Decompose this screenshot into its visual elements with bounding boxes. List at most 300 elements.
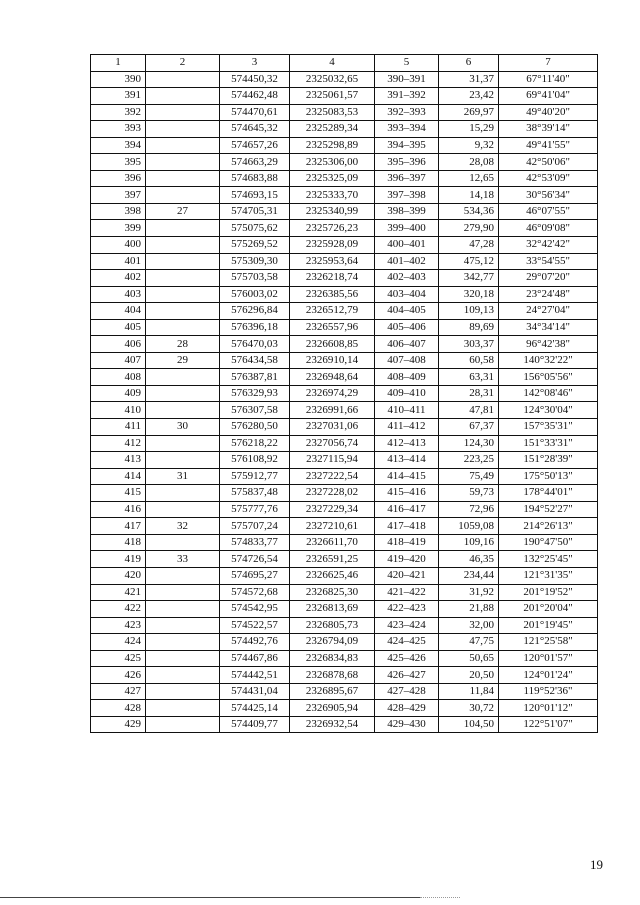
cell-coordinate-x: 574726,54 bbox=[220, 551, 290, 568]
cell-coordinate-y: 2326991,66 bbox=[290, 402, 375, 419]
cell-segment: 408–409 bbox=[375, 369, 439, 386]
table-row bbox=[91, 187, 598, 204]
cell-coordinate-y: 2326948,64 bbox=[290, 369, 375, 386]
cell-point-number: 398 bbox=[91, 203, 146, 220]
cell-reference-number: 29 bbox=[146, 352, 220, 369]
cell-coordinate-x: 574467,86 bbox=[220, 650, 290, 667]
cell-length: 124,30 bbox=[439, 435, 499, 452]
cell-coordinate-x: 574462,48 bbox=[220, 88, 290, 105]
table-row bbox=[91, 170, 598, 187]
cell-coordinate-x: 576470,03 bbox=[220, 336, 290, 353]
cell-bearing: 24°27'04" bbox=[499, 303, 598, 320]
cell-reference-number bbox=[146, 104, 220, 121]
cell-bearing: 67°11'40" bbox=[499, 71, 598, 88]
cell-coordinate-y: 2326813,69 bbox=[290, 601, 375, 618]
cell-length: 1059,08 bbox=[439, 518, 499, 535]
cell-reference-number bbox=[146, 385, 220, 402]
cell-length: 31,37 bbox=[439, 71, 499, 88]
table-row bbox=[91, 71, 598, 88]
cell-reference-number bbox=[146, 220, 220, 237]
cell-coordinate-y: 2325306,00 bbox=[290, 154, 375, 171]
cell-point-number: 421 bbox=[91, 584, 146, 601]
cell-bearing: 121°31'35" bbox=[499, 567, 598, 584]
cell-reference-number bbox=[146, 154, 220, 171]
cell-bearing: 151°33'31" bbox=[499, 435, 598, 452]
cell-point-number: 416 bbox=[91, 501, 146, 518]
cell-point-number: 391 bbox=[91, 88, 146, 105]
cell-coordinate-y: 2326805,73 bbox=[290, 617, 375, 634]
cell-coordinate-x: 576434,58 bbox=[220, 352, 290, 369]
cell-bearing: 32°42'42" bbox=[499, 237, 598, 254]
cell-coordinate-x: 574470,61 bbox=[220, 104, 290, 121]
cell-point-number: 426 bbox=[91, 667, 146, 684]
table-row bbox=[91, 88, 598, 105]
cell-coordinate-x: 574657,26 bbox=[220, 137, 290, 154]
cell-coordinate-y: 2326834,83 bbox=[290, 650, 375, 667]
cell-segment: 406–407 bbox=[375, 336, 439, 353]
cell-length: 50,65 bbox=[439, 650, 499, 667]
table-row bbox=[91, 700, 598, 717]
cell-coordinate-x: 575777,76 bbox=[220, 501, 290, 518]
cell-coordinate-y: 2325083,53 bbox=[290, 104, 375, 121]
cell-bearing: 201°19'45" bbox=[499, 617, 598, 634]
column-header-1: 1 bbox=[91, 55, 146, 72]
cell-segment: 407–408 bbox=[375, 352, 439, 369]
table-row bbox=[91, 501, 598, 518]
cell-reference-number bbox=[146, 683, 220, 700]
cell-reference-number bbox=[146, 187, 220, 204]
table-row bbox=[91, 352, 598, 369]
table-row bbox=[91, 601, 598, 618]
cell-reference-number: 28 bbox=[146, 336, 220, 353]
cell-bearing: 33°54'55" bbox=[499, 253, 598, 270]
cell-length: 223,25 bbox=[439, 452, 499, 469]
cell-length: 46,35 bbox=[439, 551, 499, 568]
cell-bearing: 124°30'04" bbox=[499, 402, 598, 419]
cell-coordinate-y: 2326591,25 bbox=[290, 551, 375, 568]
cell-bearing: 132°25'45" bbox=[499, 551, 598, 568]
cell-bearing: 201°20'04" bbox=[499, 601, 598, 618]
cell-coordinate-y: 2327228,02 bbox=[290, 485, 375, 502]
coordinates-table bbox=[90, 54, 598, 733]
cell-coordinate-x: 574572,68 bbox=[220, 584, 290, 601]
cell-point-number: 397 bbox=[91, 187, 146, 204]
cell-coordinate-x: 576296,84 bbox=[220, 303, 290, 320]
table-row bbox=[91, 534, 598, 551]
cell-coordinate-x: 574409,77 bbox=[220, 716, 290, 733]
cell-bearing: 46°07'55" bbox=[499, 203, 598, 220]
table-row bbox=[91, 683, 598, 700]
cell-bearing: 120°01'12" bbox=[499, 700, 598, 717]
table-header bbox=[91, 55, 598, 72]
cell-reference-number bbox=[146, 319, 220, 336]
cell-segment: 403–404 bbox=[375, 286, 439, 303]
cell-coordinate-x: 574693,15 bbox=[220, 187, 290, 204]
cell-coordinate-y: 2325928,09 bbox=[290, 237, 375, 254]
cell-coordinate-y: 2326905,94 bbox=[290, 700, 375, 717]
cell-length: 31,92 bbox=[439, 584, 499, 601]
cell-point-number: 418 bbox=[91, 534, 146, 551]
cell-coordinate-x: 575707,24 bbox=[220, 518, 290, 535]
cell-bearing: 120°01'57" bbox=[499, 650, 598, 667]
cell-coordinate-x: 576307,58 bbox=[220, 402, 290, 419]
cell-segment: 418–419 bbox=[375, 534, 439, 551]
table-row bbox=[91, 485, 598, 502]
cell-bearing: 46°09'08" bbox=[499, 220, 598, 237]
cell-segment: 421–422 bbox=[375, 584, 439, 601]
table-row bbox=[91, 419, 598, 436]
cell-length: 47,81 bbox=[439, 402, 499, 419]
cell-segment: 394–395 bbox=[375, 137, 439, 154]
cell-point-number: 423 bbox=[91, 617, 146, 634]
cell-reference-number bbox=[146, 435, 220, 452]
cell-segment: 391–392 bbox=[375, 88, 439, 105]
cell-bearing: 124°01'24" bbox=[499, 667, 598, 684]
cell-point-number: 427 bbox=[91, 683, 146, 700]
cell-length: 11,84 bbox=[439, 683, 499, 700]
cell-reference-number: 27 bbox=[146, 203, 220, 220]
cell-coordinate-x: 574695,27 bbox=[220, 567, 290, 584]
header-row bbox=[91, 55, 598, 72]
cell-segment: 419–420 bbox=[375, 551, 439, 568]
cell-length: 32,00 bbox=[439, 617, 499, 634]
table-row bbox=[91, 518, 598, 535]
cell-coordinate-y: 2326611,70 bbox=[290, 534, 375, 551]
table-row bbox=[91, 137, 598, 154]
table-row bbox=[91, 716, 598, 733]
cell-point-number: 407 bbox=[91, 352, 146, 369]
column-header-4: 4 bbox=[290, 55, 375, 72]
cell-reference-number bbox=[146, 88, 220, 105]
table-row bbox=[91, 567, 598, 584]
cell-length: 47,75 bbox=[439, 634, 499, 651]
cell-length: 59,73 bbox=[439, 485, 499, 502]
cell-reference-number bbox=[146, 584, 220, 601]
footer-rule-dotted bbox=[420, 897, 460, 898]
cell-point-number: 402 bbox=[91, 270, 146, 287]
cell-coordinate-y: 2326825,30 bbox=[290, 584, 375, 601]
cell-reference-number: 32 bbox=[146, 518, 220, 535]
cell-bearing: 194°52'27" bbox=[499, 501, 598, 518]
cell-reference-number bbox=[146, 253, 220, 270]
cell-coordinate-x: 576003,02 bbox=[220, 286, 290, 303]
cell-length: 21,88 bbox=[439, 601, 499, 618]
cell-point-number: 404 bbox=[91, 303, 146, 320]
cell-coordinate-x: 574705,31 bbox=[220, 203, 290, 220]
cell-bearing: 49°40'20" bbox=[499, 104, 598, 121]
cell-length: 67,37 bbox=[439, 419, 499, 436]
cell-coordinate-y: 2327056,74 bbox=[290, 435, 375, 452]
cell-reference-number bbox=[146, 617, 220, 634]
cell-reference-number bbox=[146, 650, 220, 667]
table-row bbox=[91, 336, 598, 353]
cell-segment: 405–406 bbox=[375, 319, 439, 336]
cell-length: 320,18 bbox=[439, 286, 499, 303]
cell-reference-number bbox=[146, 369, 220, 386]
cell-coordinate-y: 2325289,34 bbox=[290, 121, 375, 138]
table-row bbox=[91, 452, 598, 469]
cell-point-number: 395 bbox=[91, 154, 146, 171]
cell-point-number: 399 bbox=[91, 220, 146, 237]
cell-bearing: 29°07'20" bbox=[499, 270, 598, 287]
cell-length: 60,58 bbox=[439, 352, 499, 369]
cell-coordinate-x: 574542,95 bbox=[220, 601, 290, 618]
cell-coordinate-y: 2326895,67 bbox=[290, 683, 375, 700]
table-row bbox=[91, 435, 598, 452]
cell-segment: 429–430 bbox=[375, 716, 439, 733]
table-row bbox=[91, 369, 598, 386]
cell-point-number: 410 bbox=[91, 402, 146, 419]
table-body bbox=[91, 71, 598, 733]
cell-segment: 425–426 bbox=[375, 650, 439, 667]
cell-segment: 420–421 bbox=[375, 567, 439, 584]
table-row bbox=[91, 253, 598, 270]
cell-point-number: 425 bbox=[91, 650, 146, 667]
cell-bearing: 121°25'58" bbox=[499, 634, 598, 651]
cell-length: 475,12 bbox=[439, 253, 499, 270]
footer-rule bbox=[0, 897, 420, 898]
cell-coordinate-y: 2326218,74 bbox=[290, 270, 375, 287]
table-row bbox=[91, 584, 598, 601]
cell-coordinate-y: 2327229,34 bbox=[290, 501, 375, 518]
cell-point-number: 422 bbox=[91, 601, 146, 618]
cell-length: 303,37 bbox=[439, 336, 499, 353]
page-number: 19 bbox=[590, 857, 603, 872]
cell-coordinate-y: 2325953,64 bbox=[290, 253, 375, 270]
cell-segment: 426–427 bbox=[375, 667, 439, 684]
column-header-2: 2 bbox=[146, 55, 220, 72]
cell-coordinate-x: 574663,29 bbox=[220, 154, 290, 171]
cell-point-number: 393 bbox=[91, 121, 146, 138]
cell-coordinate-x: 574492,76 bbox=[220, 634, 290, 651]
cell-coordinate-x: 576329,93 bbox=[220, 385, 290, 402]
cell-coordinate-x: 576218,22 bbox=[220, 435, 290, 452]
cell-length: 234,44 bbox=[439, 567, 499, 584]
cell-point-number: 413 bbox=[91, 452, 146, 469]
cell-coordinate-y: 2327115,94 bbox=[290, 452, 375, 469]
cell-coordinate-y: 2326910,14 bbox=[290, 352, 375, 369]
cell-bearing: 190°47'50" bbox=[499, 534, 598, 551]
cell-segment: 415–416 bbox=[375, 485, 439, 502]
cell-segment: 390–391 bbox=[375, 71, 439, 88]
cell-reference-number: 33 bbox=[146, 551, 220, 568]
cell-reference-number bbox=[146, 71, 220, 88]
cell-coordinate-y: 2325325,09 bbox=[290, 170, 375, 187]
cell-length: 30,72 bbox=[439, 700, 499, 717]
cell-coordinate-x: 576387,81 bbox=[220, 369, 290, 386]
cell-segment: 400–401 bbox=[375, 237, 439, 254]
cell-segment: 414–415 bbox=[375, 468, 439, 485]
cell-bearing: 178°44'01" bbox=[499, 485, 598, 502]
cell-coordinate-x: 576396,18 bbox=[220, 319, 290, 336]
cell-segment: 427–428 bbox=[375, 683, 439, 700]
cell-point-number: 392 bbox=[91, 104, 146, 121]
cell-point-number: 414 bbox=[91, 468, 146, 485]
cell-length: 28,08 bbox=[439, 154, 499, 171]
cell-point-number: 400 bbox=[91, 237, 146, 254]
cell-point-number: 401 bbox=[91, 253, 146, 270]
cell-segment: 422–423 bbox=[375, 601, 439, 618]
cell-coordinate-x: 574645,32 bbox=[220, 121, 290, 138]
cell-bearing: 96°42'38" bbox=[499, 336, 598, 353]
cell-coordinate-y: 2325061,57 bbox=[290, 88, 375, 105]
cell-reference-number bbox=[146, 137, 220, 154]
cell-bearing: 42°53'09" bbox=[499, 170, 598, 187]
table-row bbox=[91, 286, 598, 303]
cell-coordinate-x: 575912,77 bbox=[220, 468, 290, 485]
cell-segment: 399–400 bbox=[375, 220, 439, 237]
cell-reference-number bbox=[146, 567, 220, 584]
table-row bbox=[91, 551, 598, 568]
cell-point-number: 409 bbox=[91, 385, 146, 402]
cell-coordinate-x: 574425,14 bbox=[220, 700, 290, 717]
cell-point-number: 417 bbox=[91, 518, 146, 535]
cell-point-number: 406 bbox=[91, 336, 146, 353]
table-row bbox=[91, 667, 598, 684]
cell-point-number: 408 bbox=[91, 369, 146, 386]
table-row bbox=[91, 402, 598, 419]
cell-coordinate-y: 2326608,85 bbox=[290, 336, 375, 353]
cell-reference-number bbox=[146, 303, 220, 320]
cell-reference-number bbox=[146, 402, 220, 419]
cell-point-number: 419 bbox=[91, 551, 146, 568]
table-row bbox=[91, 203, 598, 220]
cell-point-number: 390 bbox=[91, 71, 146, 88]
cell-length: 23,42 bbox=[439, 88, 499, 105]
cell-coordinate-x: 574683,88 bbox=[220, 170, 290, 187]
cell-coordinate-y: 2326512,79 bbox=[290, 303, 375, 320]
cell-bearing: 214°26'13" bbox=[499, 518, 598, 535]
cell-bearing: 140°32'22" bbox=[499, 352, 598, 369]
cell-coordinate-x: 575703,58 bbox=[220, 270, 290, 287]
table-row bbox=[91, 154, 598, 171]
table-row bbox=[91, 617, 598, 634]
cell-length: 9,32 bbox=[439, 137, 499, 154]
cell-bearing: 122°51'07" bbox=[499, 716, 598, 733]
cell-point-number: 403 bbox=[91, 286, 146, 303]
cell-bearing: 157°35'31" bbox=[499, 419, 598, 436]
cell-point-number: 405 bbox=[91, 319, 146, 336]
cell-coordinate-y: 2325333,70 bbox=[290, 187, 375, 204]
cell-length: 75,49 bbox=[439, 468, 499, 485]
cell-segment: 398–399 bbox=[375, 203, 439, 220]
column-header-5: 5 bbox=[375, 55, 439, 72]
cell-point-number: 394 bbox=[91, 137, 146, 154]
cell-coordinate-y: 2326878,68 bbox=[290, 667, 375, 684]
cell-coordinate-x: 574450,32 bbox=[220, 71, 290, 88]
cell-segment: 395–396 bbox=[375, 154, 439, 171]
table-row bbox=[91, 303, 598, 320]
cell-segment: 393–394 bbox=[375, 121, 439, 138]
cell-coordinate-x: 575269,52 bbox=[220, 237, 290, 254]
cell-coordinate-x: 574431,04 bbox=[220, 683, 290, 700]
cell-length: 109,13 bbox=[439, 303, 499, 320]
cell-reference-number bbox=[146, 286, 220, 303]
cell-point-number: 396 bbox=[91, 170, 146, 187]
cell-segment: 397–398 bbox=[375, 187, 439, 204]
cell-segment: 404–405 bbox=[375, 303, 439, 320]
cell-coordinate-y: 2326794,09 bbox=[290, 634, 375, 651]
cell-reference-number bbox=[146, 270, 220, 287]
cell-length: 63,31 bbox=[439, 369, 499, 386]
cell-segment: 428–429 bbox=[375, 700, 439, 717]
cell-coordinate-x: 576108,92 bbox=[220, 452, 290, 469]
cell-coordinate-y: 2325726,23 bbox=[290, 220, 375, 237]
cell-length: 104,50 bbox=[439, 716, 499, 733]
cell-coordinate-x: 574522,57 bbox=[220, 617, 290, 634]
cell-coordinate-x: 576280,50 bbox=[220, 419, 290, 436]
cell-coordinate-y: 2326932,54 bbox=[290, 716, 375, 733]
cell-bearing: 23°24'48" bbox=[499, 286, 598, 303]
table-row bbox=[91, 650, 598, 667]
cell-coordinate-y: 2327222,54 bbox=[290, 468, 375, 485]
cell-segment: 411–412 bbox=[375, 419, 439, 436]
table-row bbox=[91, 468, 598, 485]
cell-reference-number bbox=[146, 485, 220, 502]
cell-reference-number bbox=[146, 700, 220, 717]
cell-segment: 413–414 bbox=[375, 452, 439, 469]
cell-length: 269,97 bbox=[439, 104, 499, 121]
cell-reference-number bbox=[146, 452, 220, 469]
cell-segment: 401–402 bbox=[375, 253, 439, 270]
cell-bearing: 49°41'55" bbox=[499, 137, 598, 154]
cell-segment: 410–411 bbox=[375, 402, 439, 419]
table-row bbox=[91, 220, 598, 237]
cell-coordinate-x: 575075,62 bbox=[220, 220, 290, 237]
cell-segment: 424–425 bbox=[375, 634, 439, 651]
cell-length: 342,77 bbox=[439, 270, 499, 287]
cell-length: 14,18 bbox=[439, 187, 499, 204]
cell-coordinate-y: 2326385,56 bbox=[290, 286, 375, 303]
cell-bearing: 34°34'14" bbox=[499, 319, 598, 336]
cell-point-number: 428 bbox=[91, 700, 146, 717]
cell-segment: 417–418 bbox=[375, 518, 439, 535]
table-row bbox=[91, 270, 598, 287]
cell-bearing: 30°56'34" bbox=[499, 187, 598, 204]
cell-bearing: 201°19'52" bbox=[499, 584, 598, 601]
cell-segment: 416–417 bbox=[375, 501, 439, 518]
cell-length: 279,90 bbox=[439, 220, 499, 237]
cell-coordinate-x: 575309,30 bbox=[220, 253, 290, 270]
cell-coordinate-y: 2325340,99 bbox=[290, 203, 375, 220]
cell-bearing: 175°50'13" bbox=[499, 468, 598, 485]
cell-coordinate-y: 2327210,61 bbox=[290, 518, 375, 535]
cell-reference-number: 31 bbox=[146, 468, 220, 485]
cell-reference-number bbox=[146, 601, 220, 618]
cell-reference-number bbox=[146, 170, 220, 187]
table-row bbox=[91, 121, 598, 138]
cell-length: 12,65 bbox=[439, 170, 499, 187]
cell-coordinate-y: 2325032,65 bbox=[290, 71, 375, 88]
cell-coordinate-y: 2327031,06 bbox=[290, 419, 375, 436]
cell-bearing: 69°41'04" bbox=[499, 88, 598, 105]
cell-reference-number bbox=[146, 716, 220, 733]
cell-coordinate-y: 2326557,96 bbox=[290, 319, 375, 336]
cell-length: 109,16 bbox=[439, 534, 499, 551]
table-row bbox=[91, 319, 598, 336]
cell-reference-number bbox=[146, 237, 220, 254]
cell-length: 72,96 bbox=[439, 501, 499, 518]
cell-segment: 392–393 bbox=[375, 104, 439, 121]
column-header-6: 6 bbox=[439, 55, 499, 72]
cell-coordinate-x: 574833,77 bbox=[220, 534, 290, 551]
cell-bearing: 38°39'14" bbox=[499, 121, 598, 138]
cell-reference-number bbox=[146, 634, 220, 651]
cell-coordinate-x: 575837,48 bbox=[220, 485, 290, 502]
cell-bearing: 156°05'56" bbox=[499, 369, 598, 386]
column-header-3: 3 bbox=[220, 55, 290, 72]
column-header-7: 7 bbox=[499, 55, 598, 72]
